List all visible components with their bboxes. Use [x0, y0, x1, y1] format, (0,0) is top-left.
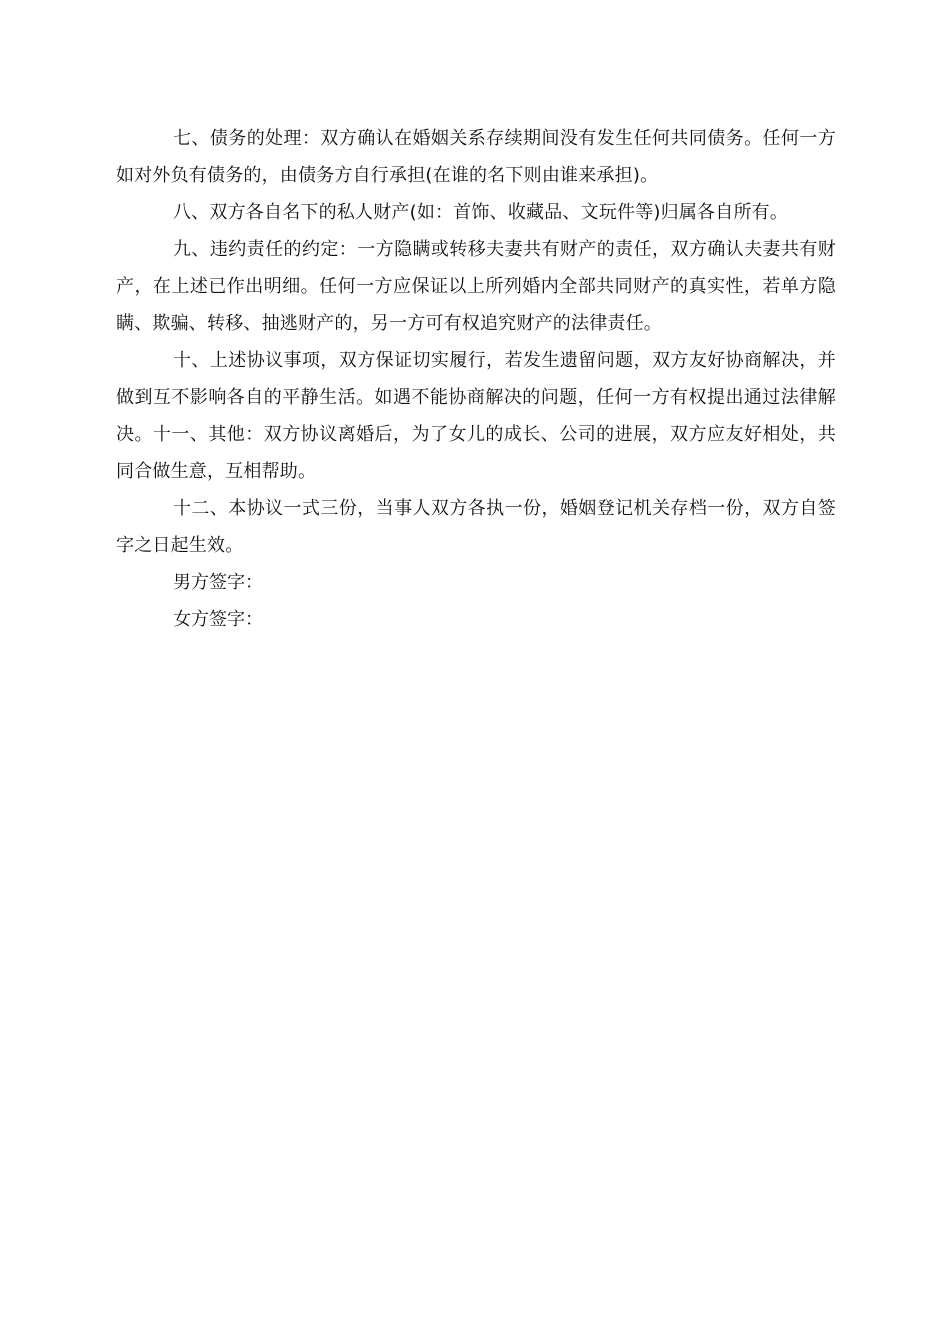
male-signature-label: 男方签字：	[173, 572, 263, 593]
clause-performance-and-other: 十、上述协议事项，双方保证切实履行，若发生遗留问题，双方友好协商解决，并做到互不影响各自的平静生活。如遇不能协商解决的问题，任何一方有权提出通过法律解决。十一、其他：双方协议离婚后，为了女儿的成长、公司的进展，双方应友好相处，共同合做生意，互相帮助。	[116, 350, 836, 482]
clause-debt: 七、债务的处理：双方确认在婚姻关系存续期间没有发生任何共同债务。任何一方如对外负有债务的，由债务方自行承担(在谁的名下则由谁来承担)。	[116, 128, 836, 186]
clause-copies-and-effect: 十二、本协议一式三份，当事人双方各执一份，婚姻登记机关存档一份，双方自签字之日起生效。	[116, 498, 836, 556]
clause-private-property: 八、双方各自名下的私人财产(如：首饰、收藏品、文玩件等)归属各自所有。	[173, 202, 789, 223]
document-body	[116, 120, 836, 638]
female-signature-label: 女方签字：	[173, 609, 263, 630]
clause-breach-liability: 九、违约责任的约定：一方隐瞒或转移夫妻共有财产的责任，双方确认夫妻共有财产，在上述已作出明细。任何一方应保证以上所列婚内全部共同财产的真实性，若单方隐瞒、欺骗、转移、抽逃财产的，另一方可有权追究财产的法律责任。	[116, 239, 836, 334]
